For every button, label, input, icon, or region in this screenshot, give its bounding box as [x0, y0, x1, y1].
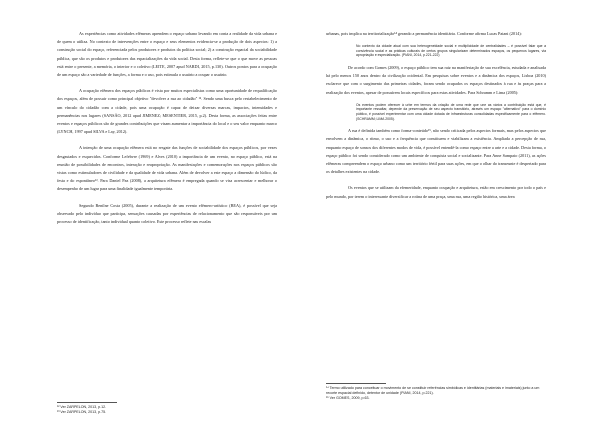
footnote: ¹⁵ Ver GOMES, 2009, p.63. — [326, 395, 370, 400]
footnote: ¹³ Ver ZARPELON, 2013, p.75. — [57, 409, 107, 414]
body-paragraph: urbanas, pois implica na territorialização¹⁴ gerando a permanência identitária. Conforme afirma Lucas Paiani (2014): — [326, 31, 522, 36]
left-footnotes — [57, 402, 277, 415]
footnote-divider — [57, 402, 117, 403]
body-paragraph: A intenção de uma ocupação efêmera está no resgate das funções de sociabilidade dos espaços públicos, por vezes desgastados e esquecidos. Conforme Lefebvre (1969) e Alves (2010) a importância de um evento, no espaço público, está na reunião de possibilidades de encontros, interação e reapropriação. As manifestações e comemorações nos espaços públicos são vistas como estimuladores de civilidade e da qualidade de vida urbana. Além de devolver a este espaço a dimensão do lúdico, da festa e do espontâneo¹³. Para Daniel Paz (2008), a arquitetura efêmera é empregada quando se visa acrescentar e melhorar o desempenho de um lugar para uma finalidade igualmente temporária. — [57, 145, 277, 192]
right-footnotes — [326, 383, 546, 400]
block-quote: No contexto da cidade atual com sua heterogeneidade social e multiplicidade de centralidades – é possível falar que a convivência social e as práticas culturais de certos grupos singularizam determinados espaços, os pequenos lugares, via apropriação e especialização. (PIANI, 2014, p.221-222) — [356, 44, 546, 58]
body-paragraph: As experiências como atividades efêmeras aprendem o espaço urbano levando em conta a realidade da vida urbana e de quem o utiliza. No contexto de intervenções entre o espaço e seus elementos evidencia-se a produção de dois aspectos: 1) a construção social do espaço, referenciada pelos produtores e produtos da política social; 2) a construção espacial da sociabilidade pública, que são os produtos e produtores das espacializações da vida social. Desta forma, reflete-se que o que move as pessoas está entre o presente, a memória, o interior e o coletivo (LEITE, 2007 apud NARDI, 2015, p.130). Outros pontos para a ocupação de um espaço são a variedade de funções, a forma e o uso, pois estimula o usuário a ocupar o usuário. — [57, 31, 277, 78]
body-paragraph: Os eventos que se utilizam da efemeridade, enquanto ocupação e arquitetura, estão em crescimento por todo o país e pelo mundo, por terem o interessante diversificar a rotina de uma praça, uma rua, uma região histórica, uma área — [326, 185, 546, 199]
footnote: ¹² Ver ZARPELON, 2013, p.12. — [57, 405, 107, 409]
footnote: ¹⁴ Termo utilizado para conceituar o movimento de se constituir referências simbólicas e identitárias (materiais e imateriais) junto a um recorte espacial definido, detentor de unidade (PIANI, 2014, p.221). — [326, 386, 540, 395]
body-paragraph: A rua é definida também como forma-conteúdo¹⁵, não sendo criticada pelos aspectos formais, mas pelos aspectos que envolvem a dinâmica, o ritmo, o uso e a frequência que constituem e viabilizam a existência. Ampliada a percepção de rua, enquanto espaço de sonsos dos diferentes modos de vida, é possível entendê-la como espaço entre a arte e a cidade. Desta forma, o espaço público foi sendo considerado como um ambiente de conquista social e socializante. Para Anne Sampaio (2011), as ações efêmeras compreendem o espaço urbano como um território fértil para suas ações, em que o olhar do transeunte é despertado para os detalhes existentes na cidade. — [326, 128, 546, 175]
right-column — [326, 30, 546, 201]
body-paragraph: Segundo Benilne Costa (2005), durante a realização de um evento efêmero-artístico (BEA), é possível que seja observado pelo indivíduo que participa, sensações causadas por experiências de relacionamento que são responsáveis por um processo de identificação, tanto individual quanto coletivo. Este processo reflete nas escalas — [57, 202, 277, 225]
body-paragraph: De acordo com Gomes (2009), o espaço público tem sua raiz na manifestação de sua excelência, estudada e analisada há pelo menos 150 anos dentro da civilização ocidental. Em pesquisas sobre eventos e a dinâmica dos espaços, Lisboa (2010) esclarece que com o surgimento das primeiras cidades, foram sendo ocupados os espaços destinados à rua e às praças para a realização dos eventos, apesar de possuírem locais específicos para estas atividades. Para Schramm e Lima (2005): — [326, 64, 546, 95]
body-paragraph: A ocupação efêmera dos espaços públicos é vista por muitos especialistas como uma oportunidade de requalificação dos espaços, além de possuir como principal objetivo "devolver a rua ao cidadão" ¹². Sendo uma busca pelo restabelecimento de um vínculo do cidadão com a cidade, pois uma ocupação é capaz de deixar diversas marcas, impactos, intensidades e permanências nos lugares (SANSÃO, 2012 apud JIMENEZ; MESENTIER, 2015, p.2). Desta forma, as associações feitas entre eventos e espaços públicos são de grandes contribuições que visam aumentar a importância do local e o seu valor enquanto marco (LYNCH, 1997 apud SILVA e Lay, 2012). — [57, 88, 277, 135]
block-quote: Os eventos podem oferecer à urbe em termos da criação de uma rede que une as vários a contribuição está que, é importante ressaltar, depende da preservação de seu aspecto transitório, através um espaço "alternativo" para o domínio público, é possível experimentar com uma cidade dotada de infraestruturas consolidadas especificamente para o efêmero. (SCHRAMM; LIMA 2005). — [356, 102, 546, 121]
footnote-divider — [326, 383, 386, 384]
left-column — [57, 30, 277, 226]
